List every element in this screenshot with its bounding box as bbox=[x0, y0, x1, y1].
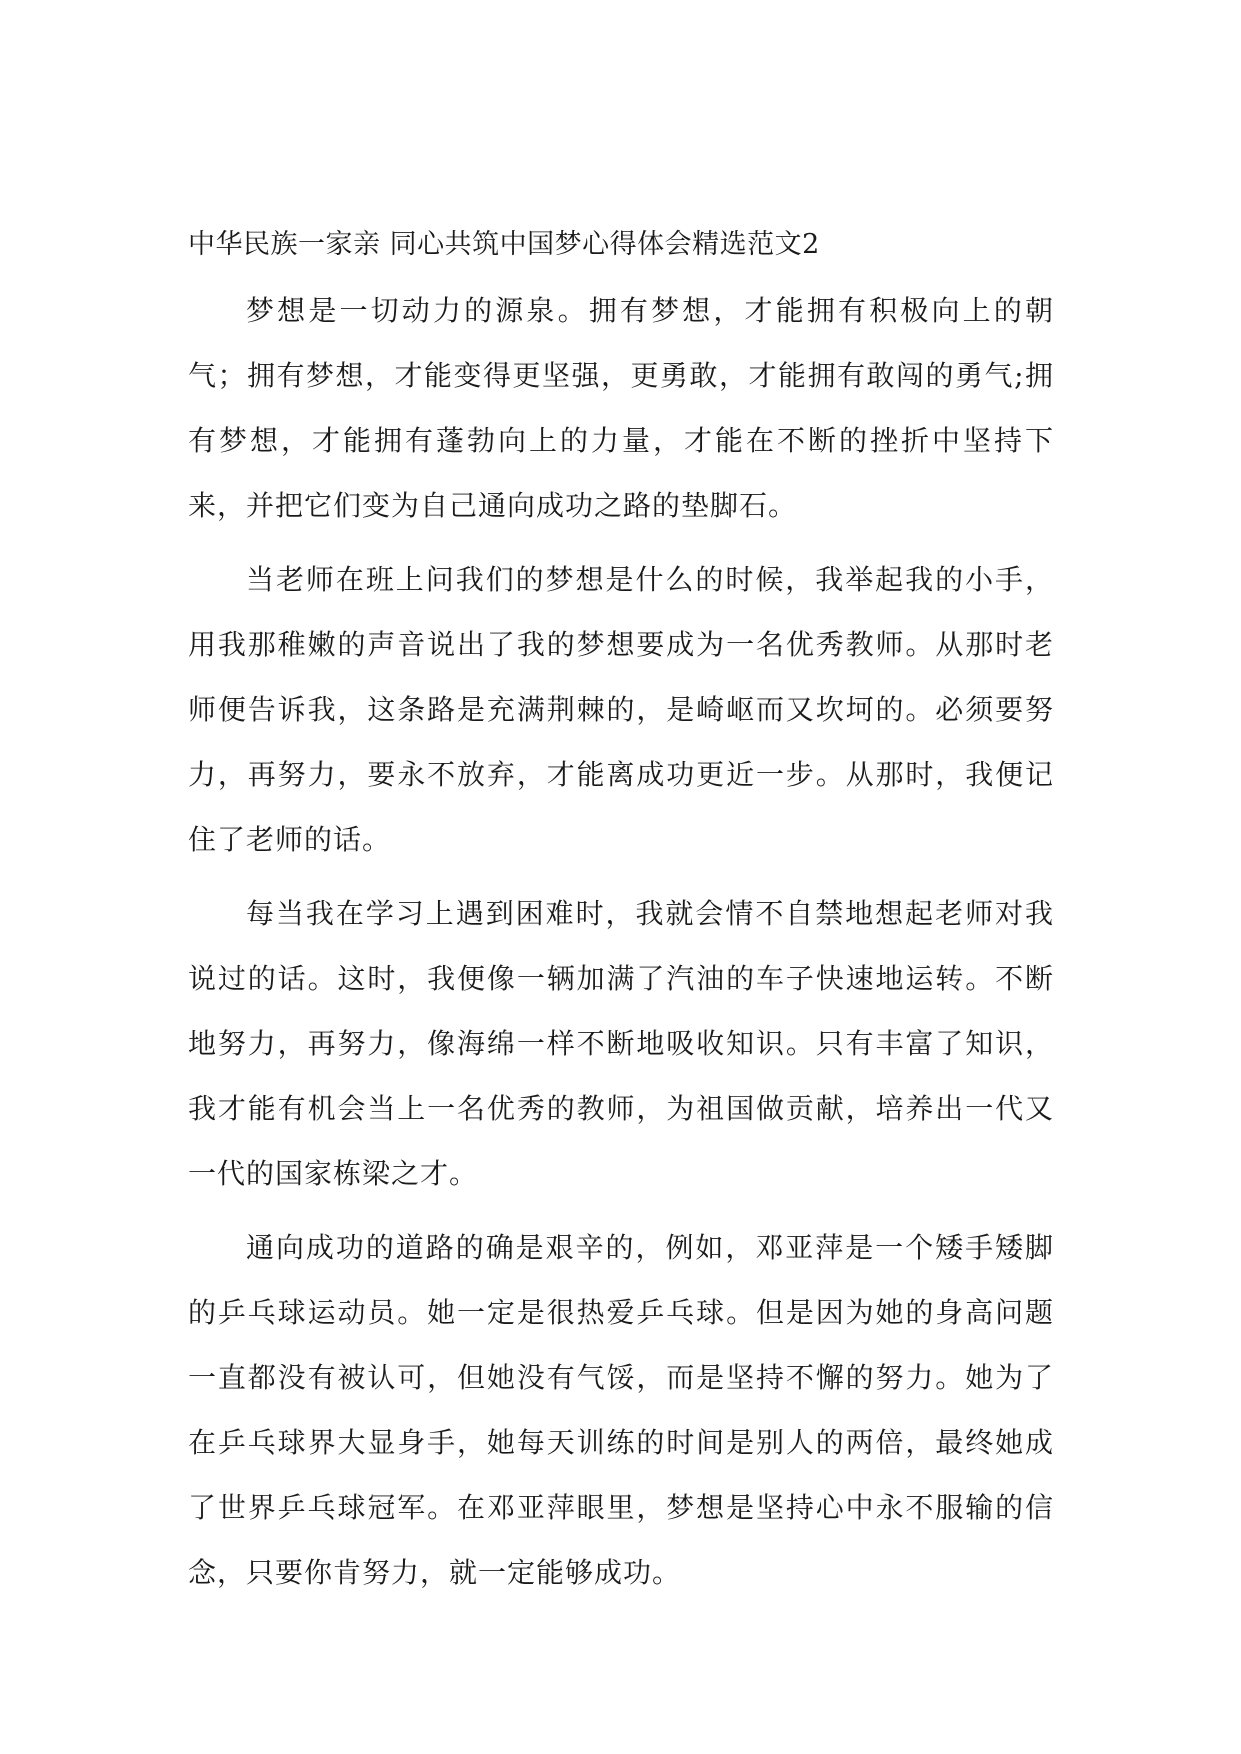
paragraph: 梦想是一切动力的源泉。拥有梦想，才能拥有积极向上的朝气；拥有梦想，才能变得更坚强，更勇敢，才能拥有敢闯的勇气;拥有梦想，才能拥有蓬勃向上的力量，才能在不断的挫折中坚持下来，并把它们变为自己通向成功之路的垫脚石。 bbox=[188, 294, 1054, 522]
paragraph: 当老师在班上问我们的梦想是什么的时候，我举起我的小手，用我那稚嫩的声音说出了我的梦想要成为一名优秀教师。从那时老师便告诉我，这条路是充满荆棘的，是崎岖而又坎坷的。必须要努力，再努力，要永不放弃，才能离成功更近一步。从那时，我便记住了老师的话。 bbox=[188, 563, 1054, 856]
paragraph: 通向成功的道路的确是艰辛的，例如，邓亚萍是一个矮手矮脚的乒乓球运动员。她一定是很热爱乒乓球。但是因为她的身高问题一直都没有被认可，但她没有气馁，而是坚持不懈的努力。她为了在乒乓球界大显身手，她每天训练的时间是别人的两倍，最终她成了世界乒乓球冠军。在邓亚萍眼里，梦想是坚持心中永不服输的信念，只要你肯努力，就一定能够成功。 bbox=[188, 1231, 1054, 1589]
document-title: 中华民族一家亲 同心共筑中国梦心得体会精选范文2 bbox=[188, 229, 820, 260]
paragraph: 每当我在学习上遇到困难时，我就会情不自禁地想起老师对我说过的话。这时，我便像一辆加满了汽油的车子快速地运转。不断地努力，再努力，像海绵一样不断地吸收知识。只有丰富了知识，我才能有机会当上一名优秀的教师，为祖国做贡献，培养出一代又一代的国家栋梁之才。 bbox=[188, 897, 1054, 1190]
document-body bbox=[188, 220, 1054, 1614]
